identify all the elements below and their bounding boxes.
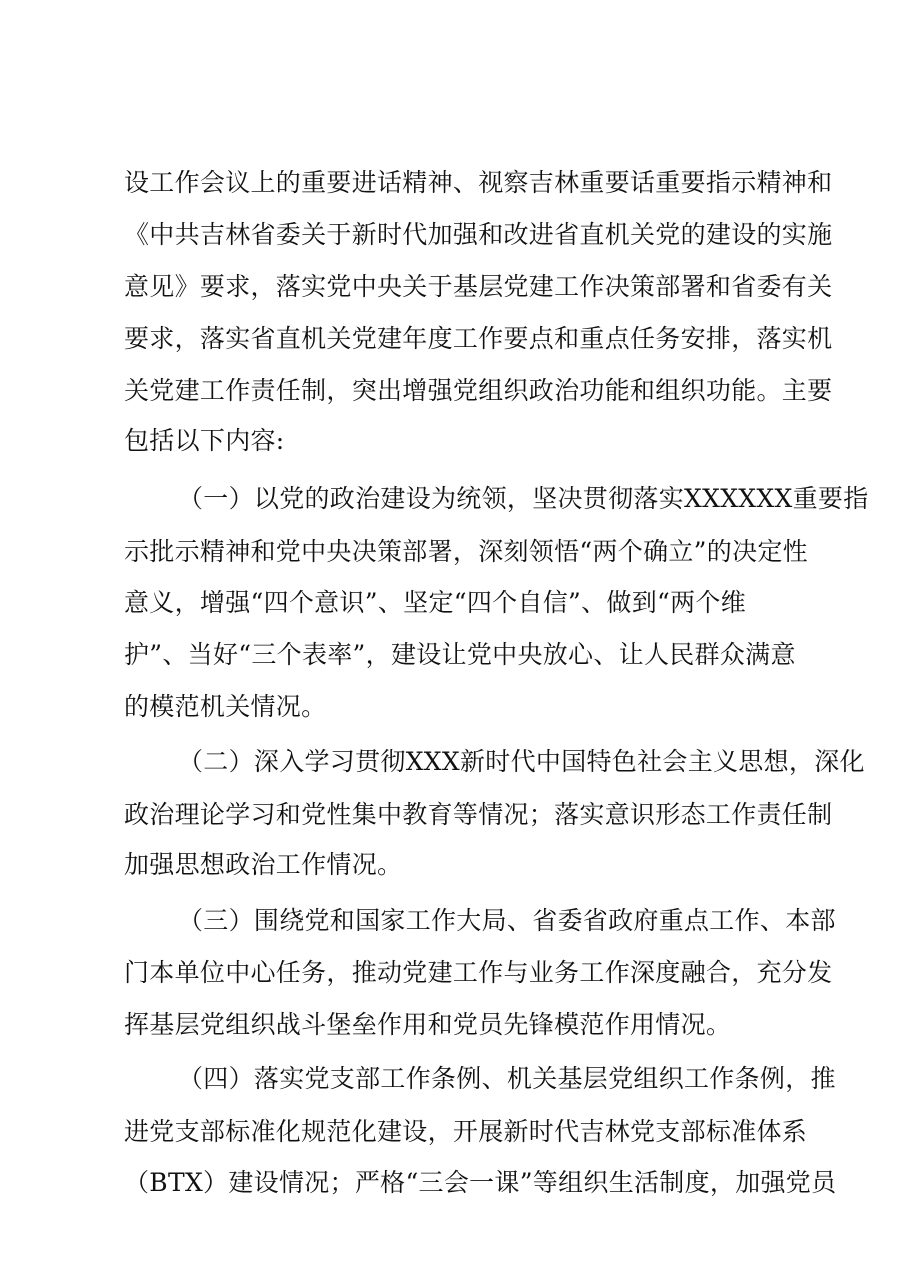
item-1-line-3: 意义，增强“四个意识”、坚定“四个自信”、做到“两个维 <box>124 588 747 617</box>
item-3-line-3: 挥基层党组织战斗堡垒作用和党员先锋模范作用情况。 <box>124 1010 732 1039</box>
item-2-line-3: 加强思想政治工作情况。 <box>124 850 403 879</box>
item-1-line-2: 示批示精神和党中央决策部署，深刻领悟“两个确立”的决定性 <box>124 537 808 566</box>
item-1-line-1: （一）以党的政治建设为统领，坚决贯彻落实XXXXXX重要指 <box>178 484 869 513</box>
item-2-line-2: 政治理论学习和党性集中教育等情况；落实意识形态工作责任制 <box>124 800 833 829</box>
item-3-line-1: （三）围绕党和国家工作大局、省委省政府重点工作、本部 <box>178 906 836 935</box>
item-1-line-5: 的模范机关情况。 <box>124 692 327 721</box>
intro-line-1: 设工作会议上的重要进话精神、视察吉林重要话重要指示精神和 <box>124 168 833 197</box>
intro-line-4: 要求，落实省直机关党建年度工作要点和重点任务安排，落实机 <box>124 324 833 353</box>
item-1-line-4: 护”、当好“三个表率”，建设让党中央放心、让人民群众满意 <box>124 640 796 669</box>
item-3-line-2: 门本单位中心任务，推动党建工作与业务工作深度融合，充分发 <box>124 958 833 987</box>
item-4-line-2: 进党支部标准化规范化建设，开展新时代吉林党支部标准体系 <box>124 1117 808 1146</box>
intro-line-2: 《中共吉林省委关于新时代加强和改进省直机关党的建设的实施 <box>124 220 833 249</box>
item-2-line-1: （二）深入学习贯彻XXX新时代中国特色社会主义思想，深化 <box>178 747 865 776</box>
intro-line-3: 意见》要求，落实党中央关于基层党建工作决策部署和省委有关 <box>124 272 833 301</box>
item-4-line-1: （四）落实党支部工作条例、机关基层党组织工作条例，推 <box>178 1064 836 1093</box>
item-4-line-3: （BTX）建设情况；严格“三会一课”等组织生活制度，加强党员 <box>124 1168 837 1197</box>
intro-line-6: 包括以下内容: <box>124 426 285 455</box>
intro-line-5: 关党建工作责任制，突出增强党组织政治功能和组织功能。主要 <box>124 376 833 405</box>
